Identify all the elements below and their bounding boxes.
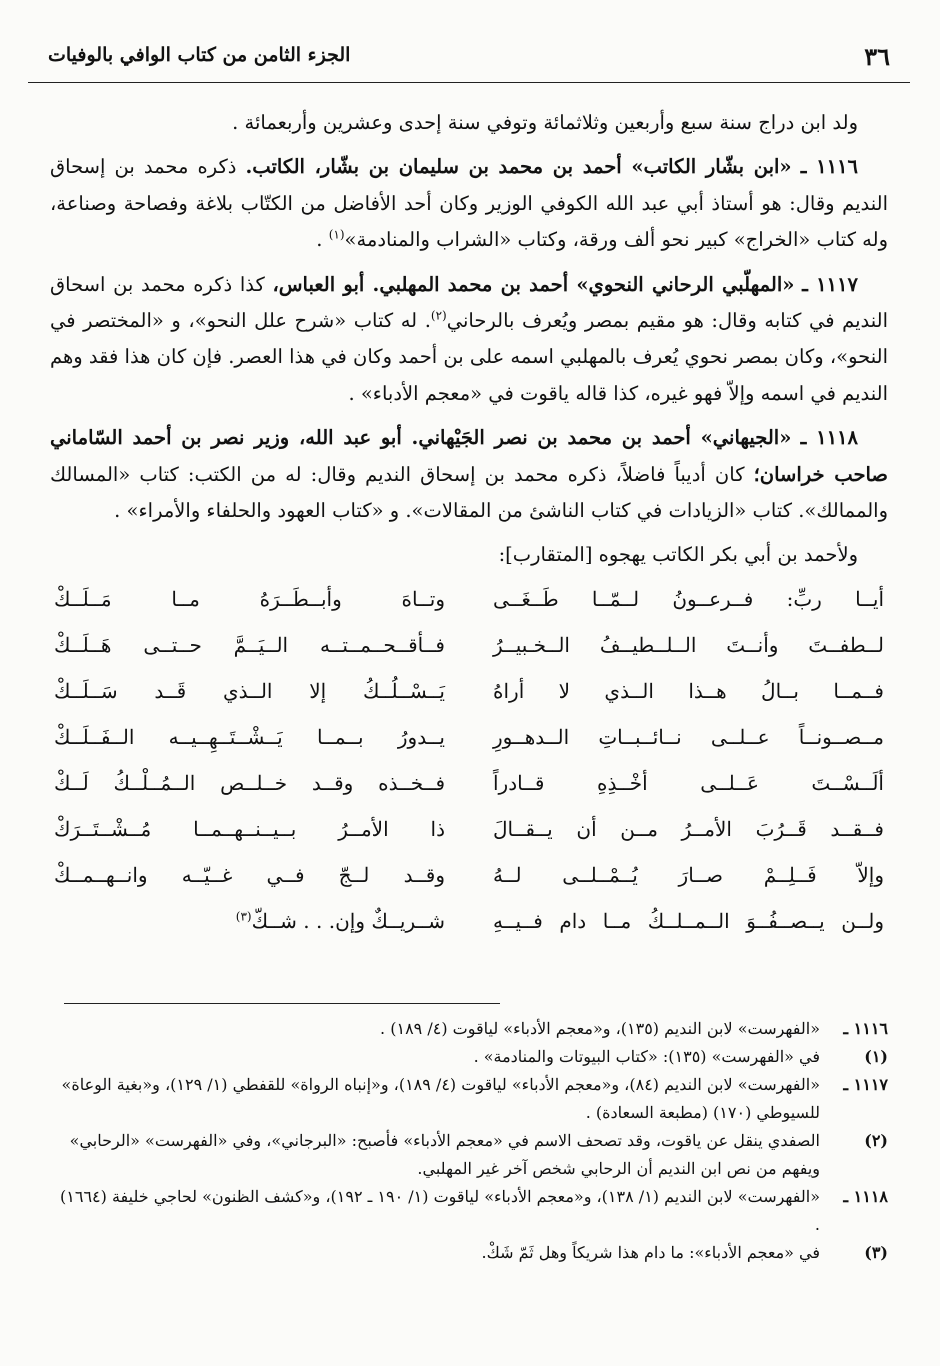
- hemistich-second: فــأقــحــمــتــه الــيَــمَّ حــتــى هَــلَــكْ: [54, 632, 445, 657]
- verse: [50, 760, 888, 806]
- hemistich-second: وقــد لــجّ فــي غــيّــه وانــهــمــكْ: [54, 862, 445, 887]
- hemistich-second: يَــسْــلُــكُ إلا الــذي قَــد سَــلَــكْ: [54, 678, 445, 703]
- poem: [50, 576, 888, 944]
- entry-name: «ابن بشّار الكاتب» أحمد بن محمد بن سليمان بن بشّار، الكاتب.: [245, 155, 792, 179]
- page-number: ٣٦: [864, 42, 890, 71]
- entry-end: . له كتاب «شرح علل النحو»، و «المختصر في النحو»، وكان بمصر نحوي يُعرف بالمهلبي اسمه على بن أحمد وكان في هذا العصر. فإن كان هذا فقد وهم النديم في اسمه وإلاّ فهو غيره، كذا قاله ياقوت في «معجم الأدباء» .: [50, 309, 888, 405]
- footnote: [50, 1043, 888, 1071]
- footnote-text: «الفهرست» لابن النديم (٨٤)، و«معجم الأدباء» لياقوت (٤/ ١٨٩)، و«إنباه الرواة» للقفطي (١/ ١٢٩)، و«بغية الوعاة» للسيوطي (١٧٠) (مطبعة السعادة) .: [61, 1075, 820, 1122]
- footnotes: [50, 1015, 888, 1267]
- hemistich-second: وتــاهَ وأبــطَــرَهُ مــا مَــلَــكْ: [54, 586, 445, 611]
- footnote-text: في «معجم الأدباء»: ما دام هذا شريكاً وهل ثَمّ شَكْ.: [481, 1243, 820, 1262]
- footnote-ref: (٢): [430, 308, 447, 323]
- footnote: [50, 1127, 888, 1183]
- footnote-ref: (١): [328, 227, 345, 242]
- footnote-label: ١١١٨ ـ: [843, 1187, 888, 1206]
- entry-1118: [50, 420, 888, 529]
- book-page: [28, 0, 910, 1366]
- hemistich-first: أيــا ربِّ: فــرعــونُ لــمّــا طَــغَــى: [493, 586, 884, 611]
- poem-intro: ولأحمد بن أبي بكر الكاتب يهجوه [المتقارب]:: [498, 543, 858, 567]
- entry-end: .: [316, 228, 329, 252]
- verse: [50, 714, 888, 760]
- page-header: [28, 38, 910, 83]
- footnote-text: الصفدي ينقل عن ياقوت، وقد تصحف الاسم في «معجم الأدباء» فأصبح: «البرجاني»، وفي «الفهرست» «الرحابي» ويفهم من نص ابن النديم أن الرحابي شخص آخر غير المهلبي.: [69, 1131, 820, 1178]
- hemistich-first: ولــن يــصــفُــوَ الــمــلــكُ مــا دام فــيــهِ: [493, 908, 884, 933]
- verse: [50, 622, 888, 668]
- hemistich-first: ألَــسْــتَ عَــلــى أخْــذِهِ قــادراً: [493, 770, 884, 795]
- hemistich-first: فــمــا بــالُ هــذا الــذي لا أراهُ: [493, 678, 884, 703]
- entry-name: «المهلّبي الرحاني النحوي» أحمد بن محمد المهلبي. أبو العباس،: [272, 272, 795, 296]
- entry-number: ١١١٧ ـ: [802, 272, 858, 296]
- verse: [50, 576, 888, 622]
- footnote: [50, 1239, 888, 1267]
- footnote-label: (٢): [864, 1131, 888, 1150]
- entry-text: كان أديباً فاضلاً، ذكره محمد بن إسحاق النديم وقال: له من الكتب: كتاب «المسالك والممالك». كتاب «الزيادات في كتاب الناشئ من المقالات». و «كتاب العهود والحلفاء والأمراء» .: [50, 462, 888, 523]
- entry-name: «الجيهاني» أحمد بن محمد بن نصر الجَيْهاني. أبو عبد الله، وزير نصر بن أحمد السّاماني صاحب خراسان؛: [50, 426, 888, 486]
- intro-line: ولد ابن دراج سنة سبع وأربعين وثلاثمائة وتوفي سنة إحدى وعشرين وأربعمائة .: [232, 111, 858, 134]
- footnote: [50, 1071, 888, 1127]
- verse: [50, 898, 888, 944]
- hemistich-second: فــخــذه وقــد خــلــص الــمُــلْــكُ لَــكْ: [54, 770, 445, 795]
- hemistich-first: وإلاّ فَــلِــمْ صــارَ يُــمْــلــى لــهُ: [493, 862, 884, 887]
- footnote: [50, 1015, 888, 1043]
- footnote-label: (١): [864, 1047, 888, 1066]
- footnote: [50, 1183, 888, 1239]
- hemistich-second: يــدورُ بــمــا يَــشْــتَــهِــيــه الــفَــلَــكْ: [54, 724, 445, 749]
- entry-number: ١١١٨ ـ: [800, 426, 858, 450]
- footnote-text: «الفهرست» لابن النديم (١/ ١٣٨)، و«معجم الأدباء» لياقوت (١/ ١٩٠ ـ ١٩٢)، و«كشف الظنون» لحاجي خليفة (١٦٦٤) .: [60, 1187, 820, 1234]
- verse: [50, 852, 888, 898]
- entry-text: كذا ذكره محمد بن اسحاق النديم في كتابه وقال: هو مقيم بمصر ويُعرف بالرحاني: [50, 272, 889, 333]
- footnote-label: (٣): [864, 1243, 888, 1262]
- running-title: الجزء الثامن من كتاب الوافي بالوفيات: [48, 44, 351, 66]
- entry-1117: [50, 267, 888, 413]
- footnote-ref: (٣): [235, 909, 252, 924]
- hemistich-second: [50, 898, 469, 944]
- footnote-text: «الفهرست» لابن النديم (١٣٥)، و«معجم الأدباء» لياقوت (٤/ ١٨٩) .: [380, 1019, 820, 1038]
- hemistich-first: مــصــونــاً عــلــى نــائــبــاتِ الــدهــورِ: [493, 724, 884, 749]
- footnote-text: في «الفهرست» (١٣٥): «كتاب البيوتات والمنادمة» .: [473, 1047, 820, 1066]
- verse: [50, 668, 888, 714]
- hemistich-first: فــقــد قَــرُبَ الأمــرُ مــن أن يــقــالَ: [493, 816, 884, 841]
- footnote-label: ١١١٧ ـ: [843, 1075, 888, 1094]
- footnote-divider: [64, 1003, 500, 1004]
- entry-text: ذكره محمد بن إسحاق النديم وقال: هو أستاذ أبي عبد الله الكوفي الوزير وكان أحد الأفاضل من الكتّاب بلاغة وفصاحة وصناعة، وله كتاب «الخراج» كبير نحو ألف ورقة، وكتاب «الشراب والمنادمة»: [50, 155, 888, 252]
- entry-number: ١١١٦ ـ: [800, 155, 858, 179]
- hemistich-text: شــريــكٌ وإن. . . شــكّ: [251, 908, 445, 933]
- footnote-label: ١١١٦ ـ: [843, 1019, 888, 1038]
- hemistich-second: ذا الأمــرُ بــيــنــهــمــا مُــشْــتَــرَكْ: [54, 816, 445, 841]
- verse: [50, 806, 888, 852]
- hemistich-first: لــطفــتَ وأنــتَ الــلــطيــفُ الــخـبيــرُ: [493, 632, 884, 657]
- main-text: [50, 105, 888, 944]
- entry-1116: [50, 149, 888, 258]
